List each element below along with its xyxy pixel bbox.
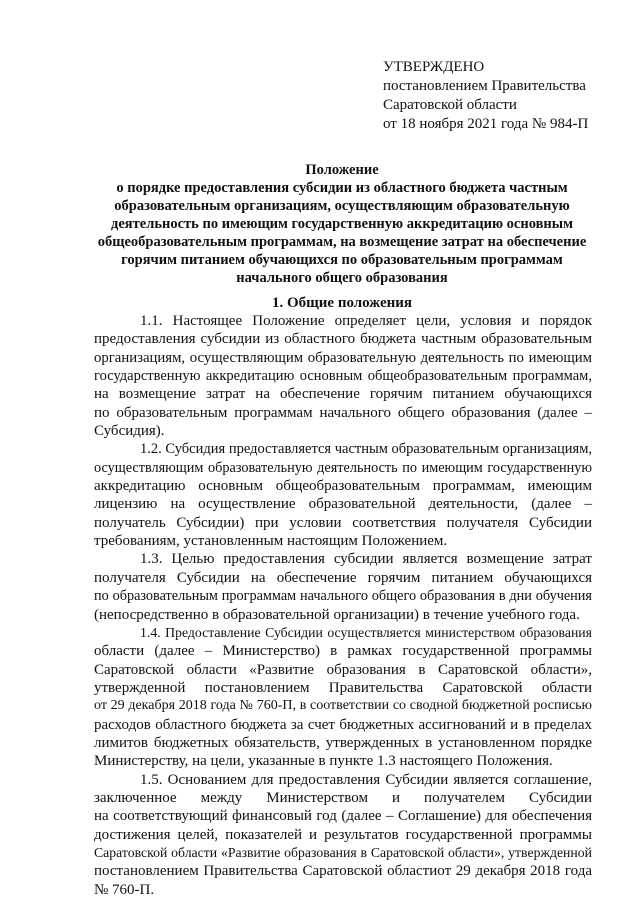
text-line: 1.4. Предоставление Субсидии осуществляется министерством образования (140, 624, 592, 640)
title-line: общеобразовательным программам, на возмещение затрат на обеспечение (97, 234, 587, 250)
text-line: 1.1. Настоящее Положение определяет цели, условия и порядок (140, 313, 592, 329)
paragraph-1-2 (94, 440, 592, 550)
text-line: расходов областного бюджета за счет бюджетных ассигнований и в пределах (94, 716, 592, 733)
text-line: аккредитацию основным общеобразовательным программам, имеющим (94, 478, 592, 495)
text-line: № 760-П. (94, 881, 155, 898)
text-line: заключенное между Министерством и получателем Субсидии (94, 789, 592, 806)
paragraph-1-3 (94, 550, 592, 623)
text-line: государственную аккредитацию основным общеобразовательным программам, (94, 368, 592, 385)
text-line: достижения целей, показателей и результатов государственной программы (94, 826, 592, 843)
text-line: осуществляющим образовательную деятельность по имеющим государственную (94, 459, 592, 476)
approval-stamp (383, 58, 588, 134)
text-line: лицензию на осуществление образовательной деятельности, (далее – (94, 496, 592, 513)
text-line: по образовательным программам начального общего образования (далее – (94, 404, 592, 421)
text-line: Саратовской области «Развитие образования в Саратовской области», (94, 661, 592, 678)
title-line: начального общего образования (236, 270, 448, 286)
approval-word: УТВЕРЖДЕНО (383, 59, 485, 75)
text-line: требованиям, установленным настоящим Положением. (94, 533, 448, 550)
text-line: Министерству, на цели, указанные в пункте 1.3 настоящего Положения. (94, 753, 553, 770)
text-line: на соответствующий финансовый год (далее – Соглашение) для обеспечения (94, 808, 592, 825)
title-line: деятельность по имеющим государственную аккредитацию основным (111, 216, 573, 232)
text-line: организациям, осуществляющим образовательную деятельность по имеющим (94, 349, 592, 366)
section-heading: 1. Общие положения (271, 295, 413, 311)
document-title (94, 161, 590, 287)
section-body (94, 312, 592, 899)
text-line: постановлением Правительства Саратовской областиот 29 декабря 2018 года (94, 863, 592, 880)
text-line: получатель Субсидии) при условии соответствия получателя Субсидии (94, 514, 592, 531)
text-line: предоставления субсидии из областного бюджета частным образовательным (94, 331, 592, 348)
text-line: лимитов бюджетных обязательств, утвержденных в установленном порядке (94, 734, 592, 751)
title-line: образовательным организациям, осуществляющим образовательную (114, 198, 570, 214)
text-line: (непосредственно в образовательной организации) в течение учебного года. (94, 606, 580, 623)
paragraph-1-1 (94, 312, 592, 440)
text-line: Субсидия). (94, 423, 165, 440)
title-line: о порядке предоставления субсидии из областного бюджета частным (116, 180, 568, 196)
title-line: горячим питанием обучающихся по образовательным программам (121, 252, 563, 268)
approval-line: постановлением Правительства (383, 78, 586, 94)
text-line: 1.5. Основанием для предоставления Субсидии является соглашение, (140, 771, 592, 788)
approval-line: Саратовской области (383, 97, 517, 113)
text-line: области (далее – Министерство) в рамках государственной программы (94, 643, 592, 660)
text-line: по образовательным программам начального общего образования в дни обучения (94, 588, 592, 605)
text-line: Саратовской области «Развитие образования в Саратовской области», утвержденной (94, 844, 592, 860)
text-line: от 29 декабря 2018 года № 760-П, в соответствии со сводной бюджетной росписью (94, 698, 592, 714)
text-line: получателя Субсидии на обеспечение горячим питанием обучающихся (94, 569, 592, 586)
text-line: на возмещение затрат на обеспечение горячим питанием обучающихся (94, 386, 592, 403)
text-line: утвержденной постановлением Правительства Саратовской области (94, 679, 592, 696)
title-heading: Положение (305, 162, 379, 178)
text-line: 1.3. Целью предоставления субсидии является возмещение затрат (140, 551, 592, 568)
paragraph-1-4 (94, 624, 592, 771)
text-line: 1.2. Субсидия предоставляется частным образовательным организациям, (140, 441, 592, 458)
approval-line: от 18 ноября 2021 года № 984-П (383, 116, 589, 132)
paragraph-1-5 (94, 771, 592, 899)
